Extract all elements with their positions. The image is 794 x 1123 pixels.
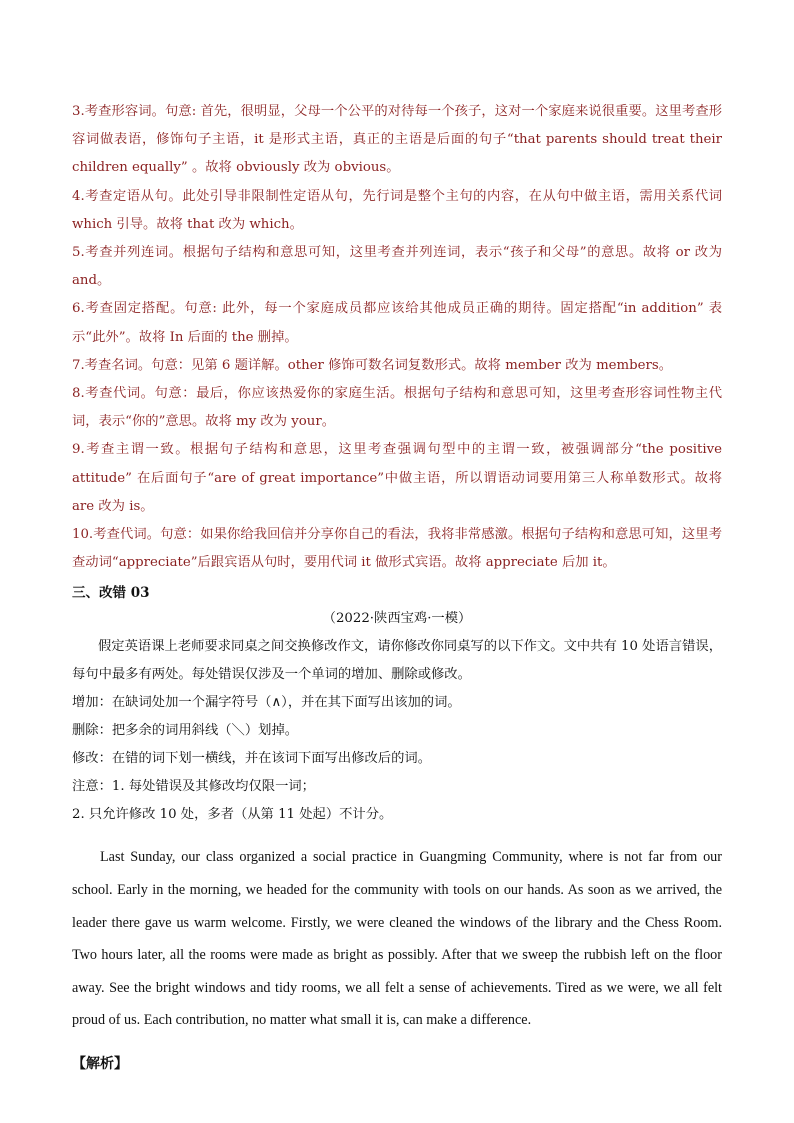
exam-source: （2022·陕西宝鸡·一模） <box>322 611 472 627</box>
analysis-label: 【解析】 <box>72 1056 128 1073</box>
answer-item-6: 6.考查固定搭配。句意: 此外，每一个家庭成员都应该给其他成员正确的期待。固定搭配“in addition” 表示“此外”。故将 In 后面的 the 删掉。 <box>72 301 722 345</box>
instructions <box>72 633 722 829</box>
instruction-delete: 删除：把多余的词用斜线（＼）划掉。 <box>72 723 299 739</box>
answer-item-4: 4.考查定语从句。此处引导非限制性定语从句，先行词是整个主句的内容，在从句中做主语，需用关系代词 which 引导。故将 that 改为 which。 <box>72 188 722 232</box>
answer-item-9: 9.考查主谓一致。根据句子结构和意思，这里考查强调句型中的主谓一致，被强调部分“the positive attitude” 在后面句子“are of great importance”中做主语，所以谓语动词要用第三人称单数形式。故将 are 改为 is。 <box>72 442 722 514</box>
answer-item-8: 8.考查代词。句意：最后，你应该热爱你的家庭生活。根据句子结构和意思可知，这里考查形容词性物主代词，表示“你的”意思。故将 my 改为 your。 <box>72 386 722 430</box>
instruction-add: 增加：在缺词处加一个漏字符号（∧），并在其下面写出该加的词。 <box>72 695 461 711</box>
instruction-note-2: 2. 只允许修改 10 处，多者（从第 11 处起）不计分。 <box>72 807 393 823</box>
answer-item-3: 3.考查形容词。句意: 首先，很明显，父母一个公平的对待每一个孩子，这对一个家庭来说很重要。这里考查形容词做表语，修饰句子主语，it 是形式主语，真正的主语是后面的句子“that parents should treat their children equally” 。故将 obviously 改为 obvious。 <box>72 104 722 176</box>
answer-item-5: 5.考查并列连词。根据句子结构和意思可知，这里考查并列连词，表示“孩子和父母”的意思。故将 or 改为 and。 <box>72 245 722 289</box>
document-page <box>72 98 722 1077</box>
instruction-modify: 修改：在错的词下划一横线，并在该词下面写出修改后的词。 <box>72 751 432 767</box>
essay-passage: Last Sunday, our class organized a social practice in Guangming Community, where is not far from our school. Early in the morning, we headed for the community with tools on our hands. As soon as we arrived, the leader there gave us warm welcome. Firstly, we were cleaned the windows of the library and the Chess Room. Two hours later, all the rooms were made as bright as possibly. After that we sweep the rubbish left on the floor away. See the bright windows and tidy rooms, we all felt a sense of achievements. Tired as we were, we all felt proud of us. Each contribution, no matter what small it is, can make a difference. <box>72 849 722 1029</box>
answer-item-10: 10.考查代词。句意：如果你给我回信并分享你自己的看法，我将非常感激。根据句子结构和意思可知，这里考查动词“appreciate”后跟宾语从句时，要用代词 it 做形式宾语。故将 appreciate 后加 it。 <box>72 527 722 571</box>
answer-item-7: 7.考查名词。句意：见第 6 题详解。other 修饰可数名词复数形式。故将 member 改为 members。 <box>72 357 673 373</box>
instruction-note-1: 注意：1. 每处错误及其修改均仅限一词； <box>72 779 315 795</box>
section-heading: 三、改错 03 <box>72 585 150 602</box>
instruction-intro: 假定英语课上老师要求同桌之间交换修改作文，请你修改你同桌写的以下作文。文中共有 10 处语言错误，每句中最多有两处。每处错误仅涉及一个单词的增加、删除或修改。 <box>72 639 722 683</box>
answer-explanations <box>72 98 722 577</box>
